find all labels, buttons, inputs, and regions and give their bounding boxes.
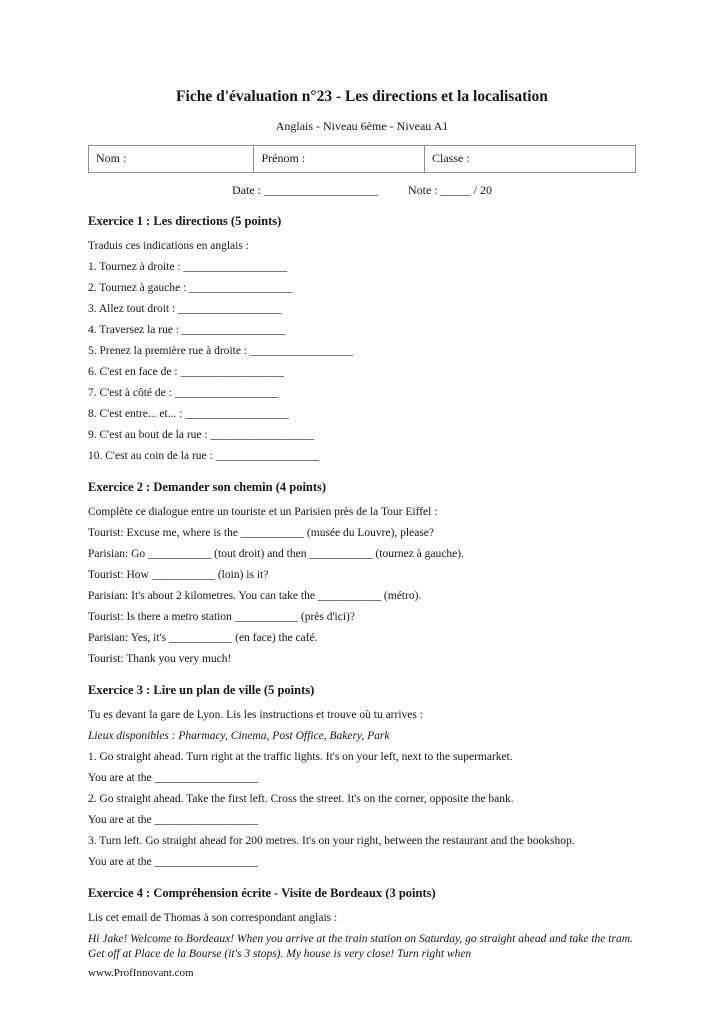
map-question-text: 1. Go straight ahead. Turn right at the traffic lights. It's on your left, next to the supermarket.: [88, 751, 513, 763]
exercise-1-instruction: Traduis ces indications en anglais :: [88, 240, 249, 252]
available-places-line: Lieux disponibles : Pharmacy, Cinema, Post Office, Bakery, Park: [88, 730, 390, 742]
nom-cell: Nom :: [89, 146, 254, 173]
note-field: Note : _____ / 20: [408, 183, 492, 197]
exercise-2-section: [88, 479, 636, 667]
classe-cell: Classe :: [425, 146, 636, 173]
page-content: [88, 88, 636, 968]
exercise-2-instruction: Complète ce dialogue entre un touriste et un Parisien près de la Tour Eiffel :: [88, 506, 438, 518]
map-question-text: 2. Go straight ahead. Take the first left. Cross the street. It's on the corner, opposite the bank.: [88, 793, 514, 805]
fill-blank-line: 2. Tournez à gauche : __________________: [88, 282, 293, 294]
map-question: [88, 834, 636, 870]
prenom-cell: Prénom :: [254, 146, 425, 173]
email-text: Hi Jake! Welcome to Bordeaux! When you arrive at the train station on Saturday, go straight ahead and take the tram. Get off at Place de la Bourse (it's 3 stops). My house is very close! Turn right when: [88, 933, 633, 960]
fill-blank-line: 9. C'est au bout de la rue : __________________: [88, 429, 314, 441]
dialogue-line: Tourist: Excuse me, where is the ___________ (musée du Louvre), please?: [88, 527, 435, 539]
fill-blank-line: 1. Tournez à droite : __________________: [88, 261, 287, 273]
fill-blank-line: 5. Prenez la première rue à droite : __________________: [88, 345, 354, 357]
exercise-4-section: [88, 885, 636, 962]
map-question: [88, 750, 636, 786]
exercise-1-section: [88, 213, 636, 464]
exercise-3-instruction: Tu es devant la gare de Lyon. Lis les instructions et trouve où tu arrives :: [88, 709, 423, 721]
dialogue-line: Tourist: Thank you very much!: [88, 653, 232, 665]
exercise-4-instruction: Lis cet email de Thomas à son correspondant anglais :: [88, 912, 338, 924]
fill-blank-line: 4. Traversez la rue : __________________: [88, 324, 286, 336]
document-subtitle: Anglais - Niveau 6ème - Niveau A1: [275, 119, 449, 133]
map-question-answer: You are at the __________________: [88, 856, 259, 868]
fill-blank-line: 10. C'est au coin de la rue : __________________: [88, 450, 320, 462]
footer-url: www.ProfInnovant.com: [88, 967, 194, 979]
dialogue-line: Parisian: Yes, it's ___________ (en face) the café.: [88, 632, 318, 644]
fill-blank-line: 3. Allez tout droit : __________________: [88, 303, 282, 315]
exercise-1-heading: Exercice 1 : Les directions (5 points): [88, 214, 282, 228]
fill-blank-line: 8. C'est entre... et... : __________________: [88, 408, 289, 420]
exercise-3-section: [88, 682, 636, 870]
exercise-4-heading: Exercice 4 : Compréhension écrite - Visite de Bordeaux (3 points): [88, 886, 436, 900]
student-info-row: [89, 146, 636, 173]
student-info-table: [88, 145, 636, 173]
map-question: [88, 792, 636, 828]
dialogue-line: Tourist: How ___________ (loin) is it?: [88, 569, 269, 581]
date-note-line: [88, 183, 636, 198]
dialogue-line: Parisian: It's about 2 kilometres. You can take the ___________ (métro).: [88, 590, 422, 602]
dialogue-line: Tourist: Is there a metro station ___________ (près d'ici)?: [88, 611, 355, 623]
fill-blank-line: 6. C'est en face de : __________________: [88, 366, 284, 378]
fill-blank-line: 7. C'est à côté de : __________________: [88, 387, 279, 399]
exercise-3-heading: Exercice 3 : Lire un plan de ville (5 points): [88, 683, 315, 697]
document-title: Fiche d'évaluation n°23 - Les directions et la localisation: [176, 88, 548, 105]
date-field: Date : ___________________: [232, 183, 378, 197]
exercise-2-heading: Exercice 2 : Demander son chemin (4 points): [88, 480, 327, 494]
dialogue-line: Parisian: Go ___________ (tout droit) and then ___________ (tournez à gauche).: [88, 548, 464, 560]
map-question-answer: You are at the __________________: [88, 772, 259, 784]
map-question-text: 3. Turn left. Go straight ahead for 200 metres. It's on your right, between the restaurant and the bookshop.: [88, 835, 575, 847]
map-question-answer: You are at the __________________: [88, 814, 259, 826]
